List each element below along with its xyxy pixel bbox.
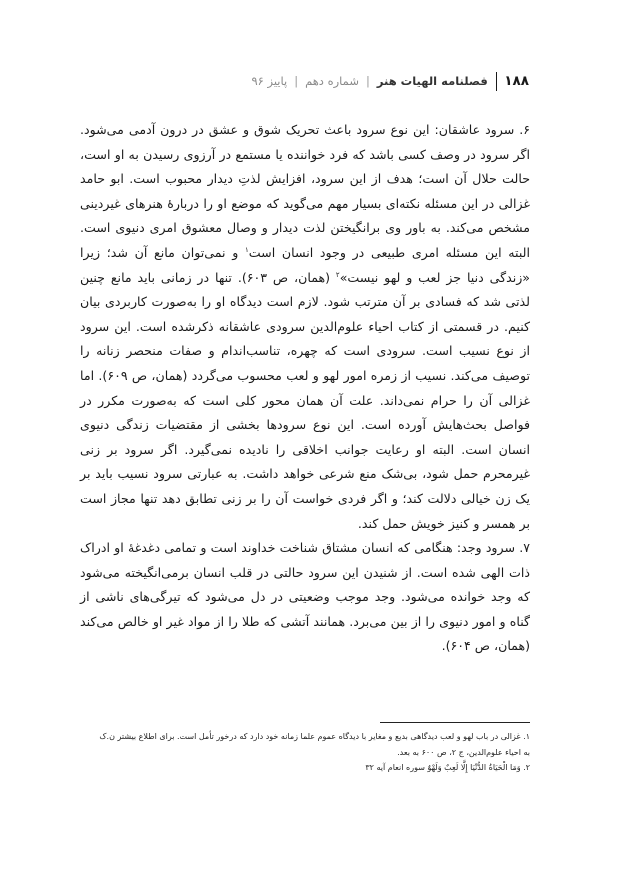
footnote-ref-1: ۱ bbox=[245, 245, 249, 254]
paragraph-section-6 bbox=[80, 118, 530, 536]
page-header bbox=[70, 70, 529, 92]
footnote-line: ۲. وَمَا الْحَيَاةُ الدُّنْيَا إِلَّا لَعِبٌ وَلَهْوٌ سوره انعام آیه ۳۲ bbox=[365, 763, 530, 772]
header-separator: | bbox=[365, 74, 370, 88]
footnotes bbox=[76, 729, 530, 776]
paragraph-text: ۶. سرود عاشقان: این نوع سرود باعث تحریک شوق و عشق در درون آدمی می‌شود. اگر سرود در وصف کسی باشد که فرد خواننده یا مستمع در آرزوی رسیدن به او است، حالت حلال آن است؛ هدف از این سرود، افزایش لذتِ دیدار محبوب است. ابو حامد غزالی در این مسئله نکته‌ای بسیار مهم می‌گوید که موضع او را دربارهٔ هنرهای غیردینی مشخص می‌کند. به باور وی برانگیختن لذت دیدار و وصال معشوق امری دنیوی است. البته این مسئله امری طبیعی در وجود انسان است bbox=[80, 122, 530, 260]
article-body bbox=[80, 118, 530, 659]
issue-label: شماره دهم bbox=[305, 74, 359, 88]
footnote-line: به احیاء علوم‌الدین، ج ۲، ص ۶۰۰ به بعد. bbox=[397, 747, 530, 757]
paragraph-section-7: ۷. سرود وجد: هنگامی که انسان مشتاق شناخت خداوند است و تمامی دغدغهٔ او ادراک ذات الهی شده است. از شنیدن این سرود حالتی در قلب انسان برمی‌انگیخته می‌شود که وجد خوانده می‌شود. وجد موجب وضعیتی در دل می‌شود که تیرگی‌های ناشی از گناه و امور دنیوی را از بین می‌برد. همانند آتشی که طلا را از مواد غیر او خالص می‌کند (همان، ص ۶۰۴). bbox=[80, 540, 530, 654]
header-separator: | bbox=[294, 74, 299, 88]
paragraph-text: (همان، ص ۶۰۳). تنها در زمانی باید مانع چنین لذتی شد که فسادی بر آن مترتب شود. لازم است دیدگاه او را به‌صورت کاربردی بیان کنیم. در قسمتی از کتاب احیاء علوم‌الدین سرودی عاشقانه ذکرشده است. این سرود از نوع نسیب است. سرودی است که چهره، تناسب‌اندام و صفات منحصر زنانه را توصیف می‌کند. نسیب از زمره امور لهو و لعب محسوب می‌گردد (همان، ص ۶۰۹). اما غزالی آن را حرام نمی‌داند. علت آن همان محور کلی است که به‌صورت مکرر در فواصل بحث‌هایش آورده است. این نوع سرودها بخشی از مقتضیات زندگی دنیوی انسان است. البته او رعایت جوانب اخلاقی را نادیده نمی‌گیرد. اگر سرود بر زنی غیرمحرم حمل شود، بی‌شک منع شرعی خواهد داشت. به عبارتی سرود نسیب باید بر یک زن خیالی دلالت کند؛ و اگر فردی خواست آن را بر زنی تطابق دهد تنها مجاز است بر همسر و کنیز خویش حمل کند. bbox=[80, 269, 530, 531]
page-number: ۱۸۸ bbox=[504, 73, 529, 89]
header-divider bbox=[496, 72, 498, 91]
footnote-divider bbox=[380, 722, 530, 723]
journal-name: فصلنامه الهیات هنر bbox=[376, 74, 488, 88]
footnote-ref-2: ۲ bbox=[335, 270, 340, 279]
season-label: پاییز ۹۶ bbox=[251, 74, 288, 88]
paragraph-text: و نمی‌توان مانع آن شد؛ زیرا «زندگی دنیا جز لعب و لهو نیست» bbox=[80, 244, 530, 285]
footnote-line: ۱. غزالی در باب لهو و لعب دیدگاهی بدیع و مغایر با دیدگاه عموم علما زمانه خود دارد که درخور تأمل است. برای اطلاع بیشتر ن.ک bbox=[99, 732, 530, 741]
